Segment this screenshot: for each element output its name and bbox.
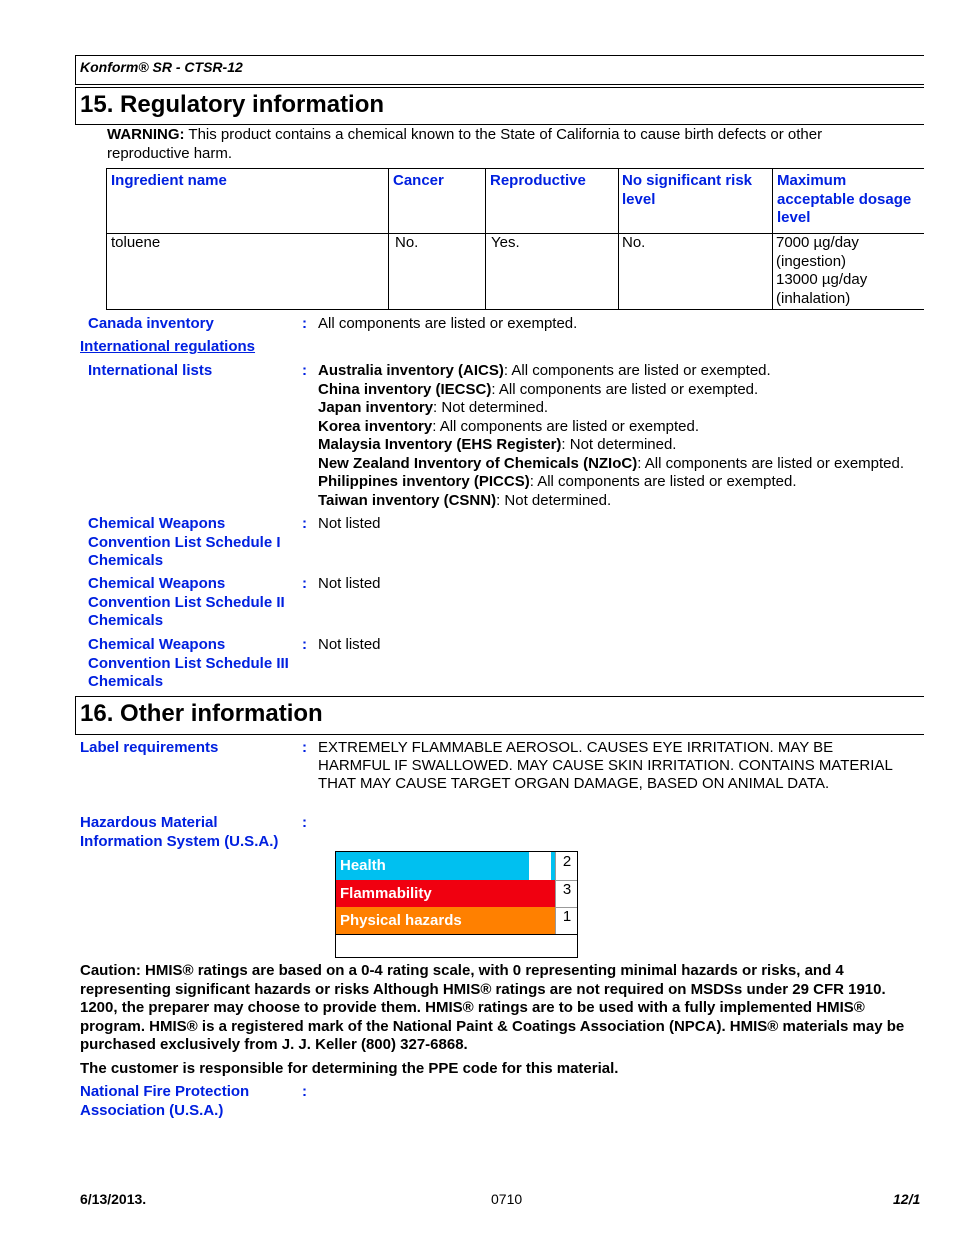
footer-page-number: 12/1 — [893, 1191, 921, 1207]
colon: : — [302, 362, 307, 379]
col-header-nsrl: No significant risk level — [622, 172, 753, 208]
section-15-title: 15. Regulatory information — [80, 91, 385, 118]
colon: : — [302, 814, 307, 831]
section-16-title: 16. Other information — [80, 700, 323, 727]
hmis-flammability-value: 3 — [562, 881, 572, 898]
col-header-reproductive: Reproductive — [490, 172, 586, 189]
nfpa-label: National Fire Protection Association (U.S.A.) — [80, 1083, 250, 1119]
list-item: New Zealand Inventory of Chemicals (NZIoC): All components are listed or exempted. — [318, 454, 905, 472]
hmis-physical-label: Physical hazards — [340, 912, 462, 929]
prop65-table — [106, 168, 924, 310]
hmis-health-value: 2 — [562, 853, 572, 870]
hmis-health-row — [336, 852, 529, 880]
col-header-ingredient: Ingredient name — [111, 172, 227, 189]
list-item: China inventory (IECSC): All components are listed or exempted. — [318, 380, 759, 398]
cell-madl: 7000 µg/day (ingestion) 13000 µg/day (inhalation) — [776, 234, 868, 307]
colon: : — [302, 515, 307, 532]
col-header-madl: Maximum acceptable dosage level — [777, 172, 912, 226]
list-item: Korea inventory: All components are listed or exempted. — [318, 417, 700, 435]
colon: : — [302, 739, 307, 756]
international-lists — [318, 362, 938, 510]
hmis-health-label: Health — [340, 857, 386, 874]
prop65-warning — [107, 126, 907, 163]
hmis-physical-value: 1 — [562, 908, 572, 925]
product-header: Konform® SR - CTSR-12 — [80, 59, 243, 75]
hmis-flammability-label: Flammability — [340, 885, 432, 902]
ppe-note: The customer is responsible for determining the PPE code for this material. — [80, 1060, 619, 1077]
cell-reproductive: Yes. — [491, 234, 520, 251]
international-lists-label: International lists — [88, 362, 213, 379]
cwc-schedule-1-label: Chemical Weapons Convention List Schedule I Chemicals — [88, 515, 281, 569]
colon: : — [302, 315, 307, 332]
international-regulations-heading: International regulations — [80, 338, 256, 355]
list-item: Philippines inventory (PICCS): All components are listed or exempted. — [318, 473, 797, 490]
col-header-cancer: Cancer — [393, 172, 444, 189]
list-item: Japan inventory: Not determined. — [318, 399, 549, 416]
label-requirements-value: EXTREMELY FLAMMABLE AEROSOL. CAUSES EYE IRRITATION. MAY BE HARMFUL IF SWALLOWED. MAY CAUSE SKIN IRRITATION. CONTAINS MATERIAL THAT MAY CAUSE TARGET ORGAN DAMAGE, BASED ON ANIMAL DATA. — [318, 739, 893, 792]
cwc-schedule-3-label: Chemical Weapons Convention List Schedule III Chemicals — [88, 636, 289, 690]
list-item: Malaysia Inventory (EHS Register): Not determined. — [318, 436, 677, 453]
warning-label: WARNING: — [107, 126, 185, 143]
warning-text: This product contains a chemical known to the State of California to cause birth defects or other reproductive harm. — [107, 126, 823, 162]
colon: : — [302, 1083, 307, 1100]
cwc-schedule-3-value: Not listed — [318, 636, 381, 653]
colon: : — [302, 575, 307, 592]
hmis-caution: Caution: HMIS® ratings are based on a 0-4 rating scale, with 0 representing minimal hazards or risks, and 4 representing significant hazards or risks Although HMIS® ratings are not required on MSDSs under 29 CFR 1910. 1200, the preparer may choose to provide them. HMIS® ratings are to be used with a fully implemented HMIS® program. HMIS® is a registered mark of the National Paint & Coatings Association (NPCA). HMIS® materials may be purchased exclusively from J. J. Keller (800) 327-6868. — [80, 962, 905, 1053]
cell-cancer: No. — [395, 234, 419, 251]
list-item: Taiwan inventory (CSNN): Not determined. — [318, 491, 612, 509]
colon: : — [302, 636, 307, 653]
label-requirements-label: Label requirements — [80, 739, 219, 756]
list-item: Australia inventory (AICS): All components are listed or exempted. — [318, 362, 771, 379]
cell-ingredient: toluene — [111, 234, 161, 251]
cwc-schedule-1-value: Not listed — [318, 515, 381, 532]
cwc-schedule-2-label: Chemical Weapons Convention List Schedule II Chemicals — [88, 575, 285, 629]
footer-code: 0710 — [491, 1191, 523, 1207]
cell-nsrl: No. — [622, 234, 646, 251]
cwc-schedule-2-value: Not listed — [318, 575, 381, 592]
hmis-label: Hazardous Material Information System (U.S.A.) — [80, 814, 279, 850]
canada-inventory-value: All components are listed or exempted. — [318, 315, 578, 332]
canada-inventory-label: Canada inventory — [88, 315, 214, 332]
footer-date: 6/13/2013. — [80, 1191, 147, 1207]
hmis-ratings-box — [335, 851, 578, 958]
